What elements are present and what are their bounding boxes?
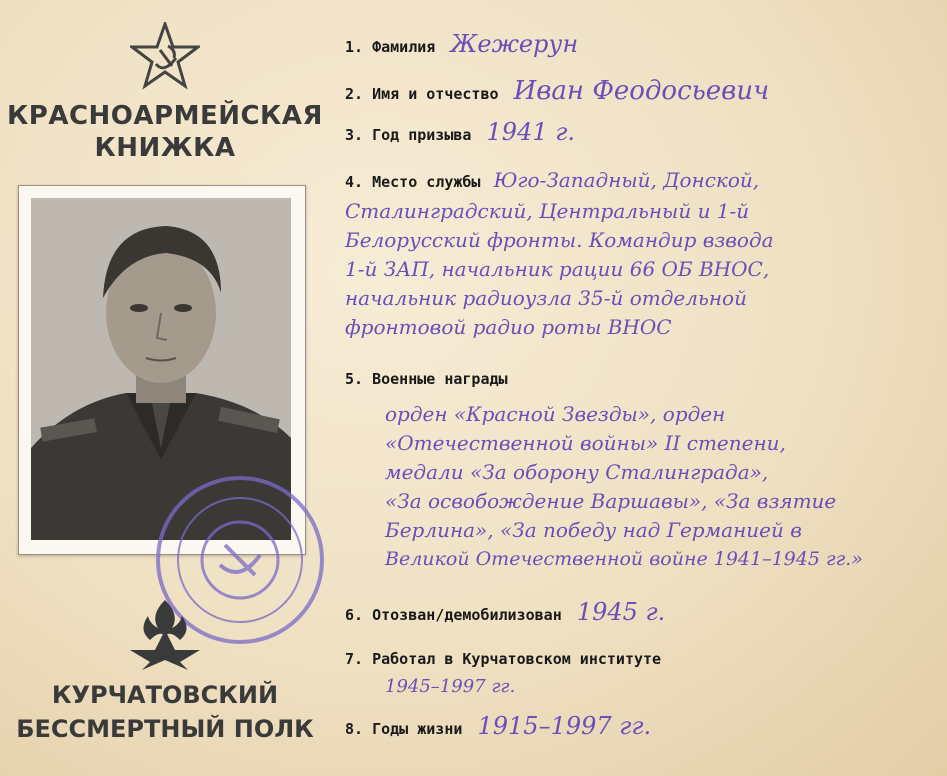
polk-title-line1: КУРЧАТОВСКИЙ bbox=[51, 681, 279, 709]
field-value bbox=[385, 400, 945, 574]
polk-title bbox=[0, 678, 330, 746]
field-value-line: Великой Отечественной войне 1941–1945 гг.» bbox=[385, 548, 863, 570]
field-kurchatov-work bbox=[345, 650, 945, 697]
eternal-flame-star-icon bbox=[120, 600, 210, 670]
field-label: 6. Отозван/демобилизован bbox=[345, 606, 562, 624]
field-value: Иван Феодосьевич bbox=[513, 76, 770, 106]
field-surname bbox=[345, 30, 945, 58]
field-value: 1915–1997 гг. bbox=[477, 712, 652, 740]
field-label: 3. Год призыва bbox=[345, 126, 472, 144]
field-awards bbox=[345, 370, 945, 574]
field-value-line: «Отечественной войны» II степени, bbox=[385, 431, 786, 455]
field-life-years bbox=[345, 712, 945, 740]
field-label: 4. Место службы bbox=[345, 173, 481, 191]
field-value bbox=[345, 197, 945, 342]
field-value: Жежерун bbox=[450, 30, 579, 58]
field-name-patronymic bbox=[345, 76, 945, 106]
field-service-place bbox=[345, 166, 945, 342]
field-demobilized bbox=[345, 598, 945, 626]
field-value-line: орден «Красной Звезды», орден bbox=[385, 402, 726, 426]
field-value: 1945 г. bbox=[576, 598, 666, 626]
field-value-line: Сталинградский, Центральный и 1-й bbox=[345, 199, 750, 223]
left-column bbox=[0, 0, 330, 776]
field-label: 7. Работал в Курчатовском институте bbox=[345, 650, 662, 668]
field-value-line: Белорусский фронты. Командир взвода bbox=[345, 228, 774, 252]
field-value-line: Берлина», «За победу над Германией в bbox=[385, 518, 802, 542]
field-label: 5. Военные награды bbox=[345, 370, 508, 388]
field-label: 8. Годы жизни bbox=[345, 720, 463, 738]
field-value-line: начальник радиоузла 35-й отдельной bbox=[345, 286, 747, 310]
field-label: 2. Имя и отчество bbox=[345, 85, 499, 103]
book-title-line2: КНИЖКА bbox=[94, 133, 236, 163]
field-value-line: фронтовой радио роты ВНОС bbox=[345, 315, 672, 339]
field-label: 1. Фамилия bbox=[345, 38, 436, 56]
field-value-line: медали «За оборону Сталинграда», bbox=[385, 460, 769, 484]
book-title-line1: КРАСНОАРМЕЙСКАЯ bbox=[7, 101, 323, 131]
book-title bbox=[0, 100, 330, 164]
field-value-line: Юго-Западный, Донской, bbox=[493, 168, 760, 192]
field-value-line: 1-й ЗАП, начальник рации 66 ОБ ВНОС, bbox=[345, 257, 770, 281]
field-conscription-year bbox=[345, 118, 945, 146]
polk-title-line2: БЕССМЕРТНЫЙ ПОЛК bbox=[16, 715, 314, 743]
field-value-line: «За освобождение Варшавы», «За взятие bbox=[385, 489, 837, 513]
field-value: 1941 г. bbox=[486, 118, 575, 146]
field-value: 1945–1997 гг. bbox=[385, 676, 516, 697]
red-star-icon bbox=[130, 22, 200, 90]
